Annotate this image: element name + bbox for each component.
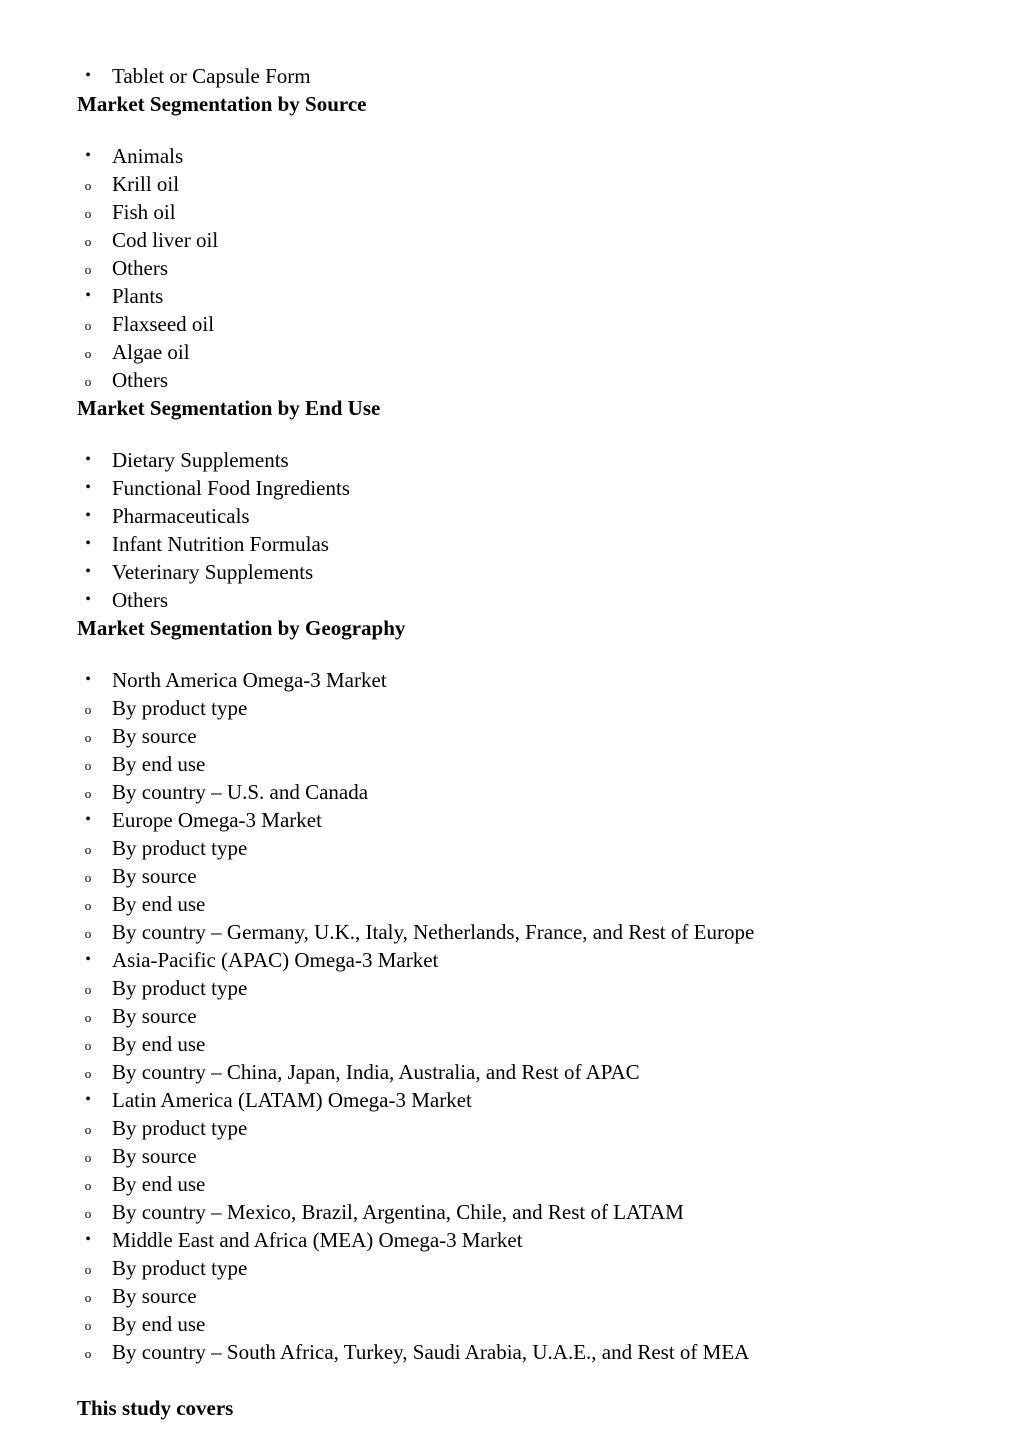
circle-marker: o (84, 234, 92, 249)
list-item-text: By product type (112, 976, 248, 1000)
circle-marker: o (84, 262, 92, 277)
list-item-text: By product type (112, 1256, 248, 1280)
list-item-text: Infant Nutrition Formulas (112, 532, 329, 556)
list-item-text: By source (112, 724, 197, 748)
circle-marker: o (84, 1290, 92, 1305)
bullet-marker: • (85, 671, 91, 688)
circle-marker: o (84, 870, 92, 885)
list-item-text: By end use (112, 892, 206, 916)
list-item-text: Krill oil (112, 172, 180, 196)
circle-marker: o (84, 898, 92, 913)
list-item-text: North America Omega-3 Market (112, 668, 387, 692)
circle-marker: o (84, 842, 92, 857)
list-item-text: By country – China, Japan, India, Australia, and Rest of APAC (112, 1060, 640, 1084)
list-item-text: By country – U.S. and Canada (112, 780, 369, 804)
list-item-text: Functional Food Ingredients (112, 476, 350, 500)
list-item-text: By product type (112, 1116, 248, 1140)
list-item-text: Others (112, 588, 168, 612)
list-item-text: By end use (112, 752, 206, 776)
list-item-text: By source (112, 864, 197, 888)
list-item-text: Flaxseed oil (112, 312, 215, 336)
list-item-text: Cod liver oil (112, 228, 219, 252)
list-item-text: By country – Mexico, Brazil, Argentina, Chile, and Rest of LATAM (112, 1200, 684, 1224)
circle-marker: o (84, 1346, 92, 1361)
list-item-text: Middle East and Africa (MEA) Omega-3 Market (112, 1228, 523, 1252)
bullet-marker: • (85, 535, 91, 552)
circle-marker: o (84, 702, 92, 717)
list-item-text: Dietary Supplements (112, 448, 289, 472)
circle-marker: o (84, 374, 92, 389)
list-item-text: By source (112, 1004, 197, 1028)
list-item-text: Others (112, 368, 168, 392)
circle-marker: o (84, 1206, 92, 1221)
list-item-text: Algae oil (112, 340, 190, 364)
circle-marker: o (84, 1150, 92, 1165)
bullet-marker: • (85, 1091, 91, 1108)
circle-marker: o (84, 318, 92, 333)
list-item-text: Europe Omega-3 Market (112, 808, 322, 832)
list-item-text: Latin America (LATAM) Omega-3 Market (112, 1088, 472, 1112)
section-heading: Market Segmentation by Source (77, 92, 367, 116)
bullet-marker: • (85, 147, 91, 164)
closing-heading: This study covers (77, 1396, 234, 1420)
list-item-text: By country – Germany, U.K., Italy, Netherlands, France, and Rest of Europe (112, 920, 755, 944)
bullet-marker: • (85, 67, 91, 84)
circle-marker: o (84, 346, 92, 361)
circle-marker: o (84, 1038, 92, 1053)
circle-marker: o (84, 982, 92, 997)
circle-marker: o (84, 1178, 92, 1193)
list-item-text: Plants (112, 284, 164, 308)
bullet-marker: • (85, 287, 91, 304)
circle-marker: o (84, 1010, 92, 1025)
bullet-marker: • (85, 1231, 91, 1248)
list-item-text: By product type (112, 836, 248, 860)
list-item-text: By source (112, 1144, 197, 1168)
list-item-text: Fish oil (112, 200, 176, 224)
list-item-text: Asia-Pacific (APAC) Omega-3 Market (112, 948, 439, 972)
bullet-marker: • (85, 591, 91, 608)
list-item-text: By end use (112, 1032, 206, 1056)
circle-marker: o (84, 1318, 92, 1333)
circle-marker: o (84, 926, 92, 941)
list-item-text: By end use (112, 1172, 206, 1196)
list-item-text: By product type (112, 696, 248, 720)
list-item-text: By country – South Africa, Turkey, Saudi Arabia, U.A.E., and Rest of MEA (112, 1340, 750, 1364)
section-heading: Market Segmentation by End Use (77, 396, 381, 420)
circle-marker: o (84, 786, 92, 801)
circle-marker: o (84, 178, 92, 193)
bullet-marker: • (85, 563, 91, 580)
list-item-text: Animals (112, 144, 184, 168)
circle-marker: o (84, 758, 92, 773)
circle-marker: o (84, 1122, 92, 1137)
circle-marker: o (84, 730, 92, 745)
list-item-text: By end use (112, 1312, 206, 1336)
bullet-marker: • (85, 451, 91, 468)
bullet-marker: • (85, 479, 91, 496)
circle-marker: o (84, 1262, 92, 1277)
list-item-text: By source (112, 1284, 197, 1308)
bullet-marker: • (85, 811, 91, 828)
circle-marker: o (84, 206, 92, 221)
circle-marker: o (84, 1066, 92, 1081)
list-item-text: Pharmaceuticals (112, 504, 250, 528)
list-item-text: Veterinary Supplements (112, 560, 314, 584)
bullet-marker: • (85, 951, 91, 968)
list-item-text: Others (112, 256, 168, 280)
bullet-marker: • (85, 507, 91, 524)
section-heading: Market Segmentation by Geography (77, 616, 406, 640)
list-item-text: Tablet or Capsule Form (112, 64, 311, 88)
